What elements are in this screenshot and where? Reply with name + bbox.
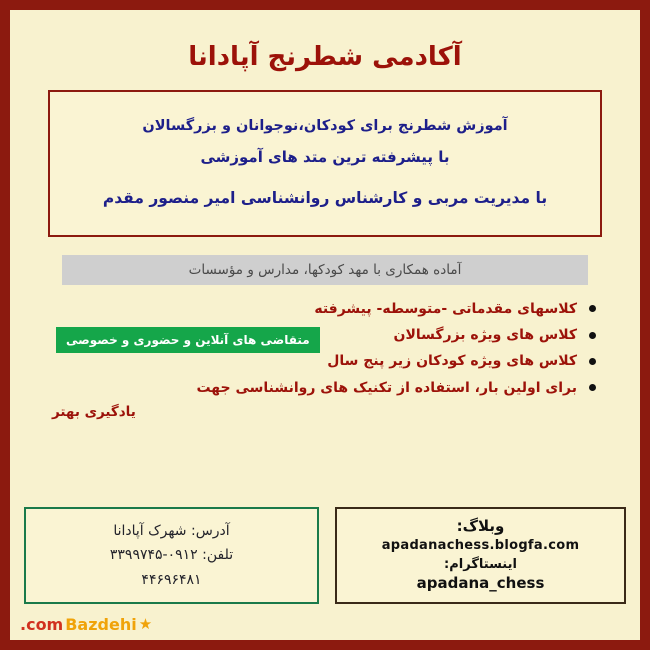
list-item-label: کلاسهای مقدماتی -متوسطه- پیشرفته — [314, 300, 577, 317]
intro-line-3: با مدیریت مربی و کارشناس روانشناسی امیر منصور مقدم — [102, 188, 548, 207]
list-item-label: برای اولین بار، استفاده از تکنیک های روانشناسی جهت — [196, 379, 577, 396]
address-box — [24, 507, 319, 605]
blog-url[interactable]: apadanachess.blogfa.com — [381, 538, 580, 553]
watermark-domain: .com — [20, 615, 64, 634]
phone-line-2: ۴۴۶۹۶۴۸۱ — [141, 571, 202, 588]
intro-line-2: با پیشرفته ترین متد های آموزشی — [200, 148, 450, 167]
page-title: آکادمی شطرنج آپادانا — [188, 42, 462, 72]
contact-box — [335, 507, 626, 605]
list-item — [52, 378, 598, 398]
bullet-dot-icon — [589, 384, 596, 391]
list-item-continuation: یادگیری بهتر — [52, 403, 136, 420]
list-item — [52, 299, 598, 319]
bullet-dot-icon — [589, 358, 596, 365]
bullet-dot-icon — [589, 305, 596, 312]
address-line: آدرس: شهرک آپادانا — [113, 522, 230, 539]
list-item — [52, 351, 598, 371]
watermark — [20, 615, 152, 634]
intro-box — [48, 90, 602, 237]
blog-label: وبلاگ: — [456, 516, 505, 535]
phone-line: تلفن: ۰۹۱۲-۳۳۹۹۷۴۵ — [109, 547, 234, 563]
footer-row — [24, 507, 626, 605]
list-item-label: کلاس های ویژه کودکان زیر پنج سال — [327, 353, 577, 370]
instagram-label: اینستاگرام: — [444, 557, 517, 572]
intro-line-1: آموزش شطرنج برای کودکان،نوجوانان و بزرگسالان — [142, 118, 508, 134]
bullet-dot-icon — [589, 332, 596, 339]
bullet-list — [52, 299, 598, 420]
online-classes-badge: متقاضی های آنلاین و حضوری و خصوصی — [56, 327, 320, 353]
watermark-text: Bazdehi — [65, 615, 137, 634]
star-icon: ★ — [138, 615, 153, 633]
collaboration-band: آماده همکاری با مهد کودکها، مدارس و مؤسسات — [62, 255, 588, 285]
poster-inner-frame — [8, 8, 642, 642]
list-item-label: کلاس های ویژه بزرگسالان — [393, 327, 577, 344]
instagram-handle[interactable]: apadana_chess — [416, 574, 545, 592]
